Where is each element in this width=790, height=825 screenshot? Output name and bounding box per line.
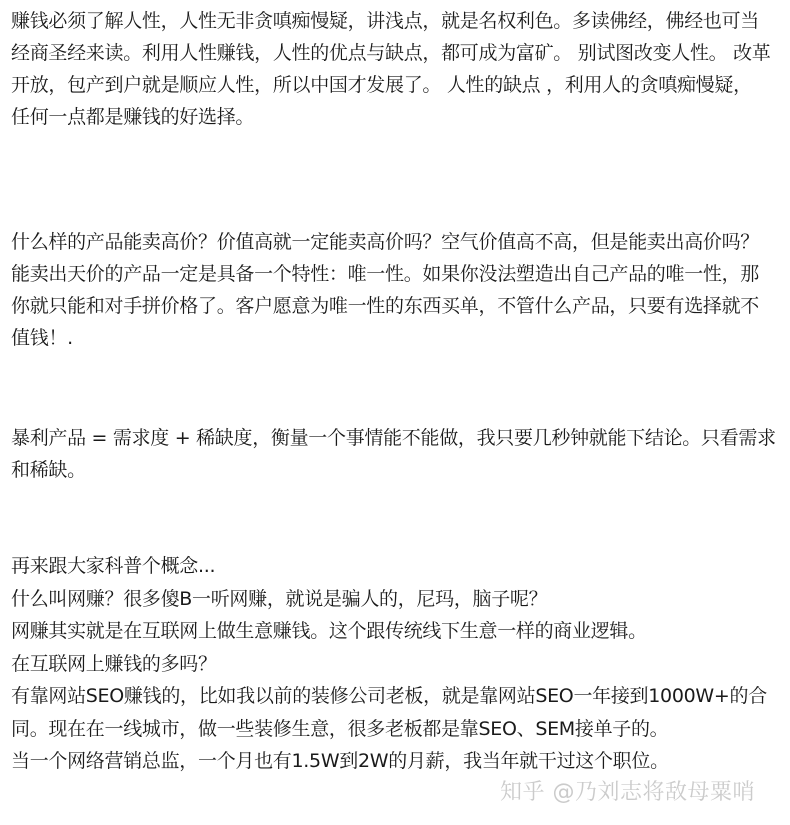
online-earning-section	[11, 550, 776, 778]
paragraph-human-nature: 赚钱必须了解人性，人性无非贪嗔痴慢疑，讲浅点，就是名权利色。多读佛经，佛经也可当经商圣经来读。利用人性赚钱，人性的优点与缺点，都可成为富矿。 别试图改变人性。 改革开放，包产到户就是顺应人性，所以中国才发展了。 人性的缺点 ，利用人的贪嗔痴慢疑， 任何一点都是赚钱的好选择。	[11, 10, 771, 128]
text-line: 有靠网站SEO赚钱的，比如我以前的装修公司老板，就是靠网站SEO一年接到1000W+的合同。现在在一线城市，做一些装修生意，很多老板都是靠SEO、SEM接单子的。	[11, 685, 767, 740]
text-line: 网赚其实就是在互联网上做生意赚钱。这个跟传统线下生意一样的商业逻辑。	[11, 620, 647, 642]
text-line: 再来跟大家科普个概念...	[11, 555, 216, 577]
text-line: 什么叫网赚？很多傻B一听网赚，就说是骗人的，尼玛，脑子呢？	[11, 587, 548, 610]
paragraph-profit-formula: 暴利产品 = 需求度 + 稀缺度，衡量一个事情能不能做，我只要几秒钟就能下结论。只看需求和稀缺。	[11, 427, 776, 481]
paragraph-pricing-uniqueness: 什么样的产品能卖高价？价值高就一定能卖高价吗？空气价值高不高，但是能卖出高价吗？能卖出天价的产品一定是具备一个特性：唯一性。如果你没法塑造出自己产品的唯一性，那你就只能和对手拼价格了。客户愿意为唯一性的东西买单，不管什么产品，只要有选择就不值钱！.	[11, 231, 760, 349]
text-line: 当一个网络营销总监，一个月也有1.5W到2W的月薪，我当年就干过这个职位。	[11, 750, 669, 772]
text-line: 在互联网上赚钱的多吗？	[11, 652, 217, 675]
zhihu-watermark: 知乎 @乃刘志将敌母粟哨	[500, 780, 755, 805]
